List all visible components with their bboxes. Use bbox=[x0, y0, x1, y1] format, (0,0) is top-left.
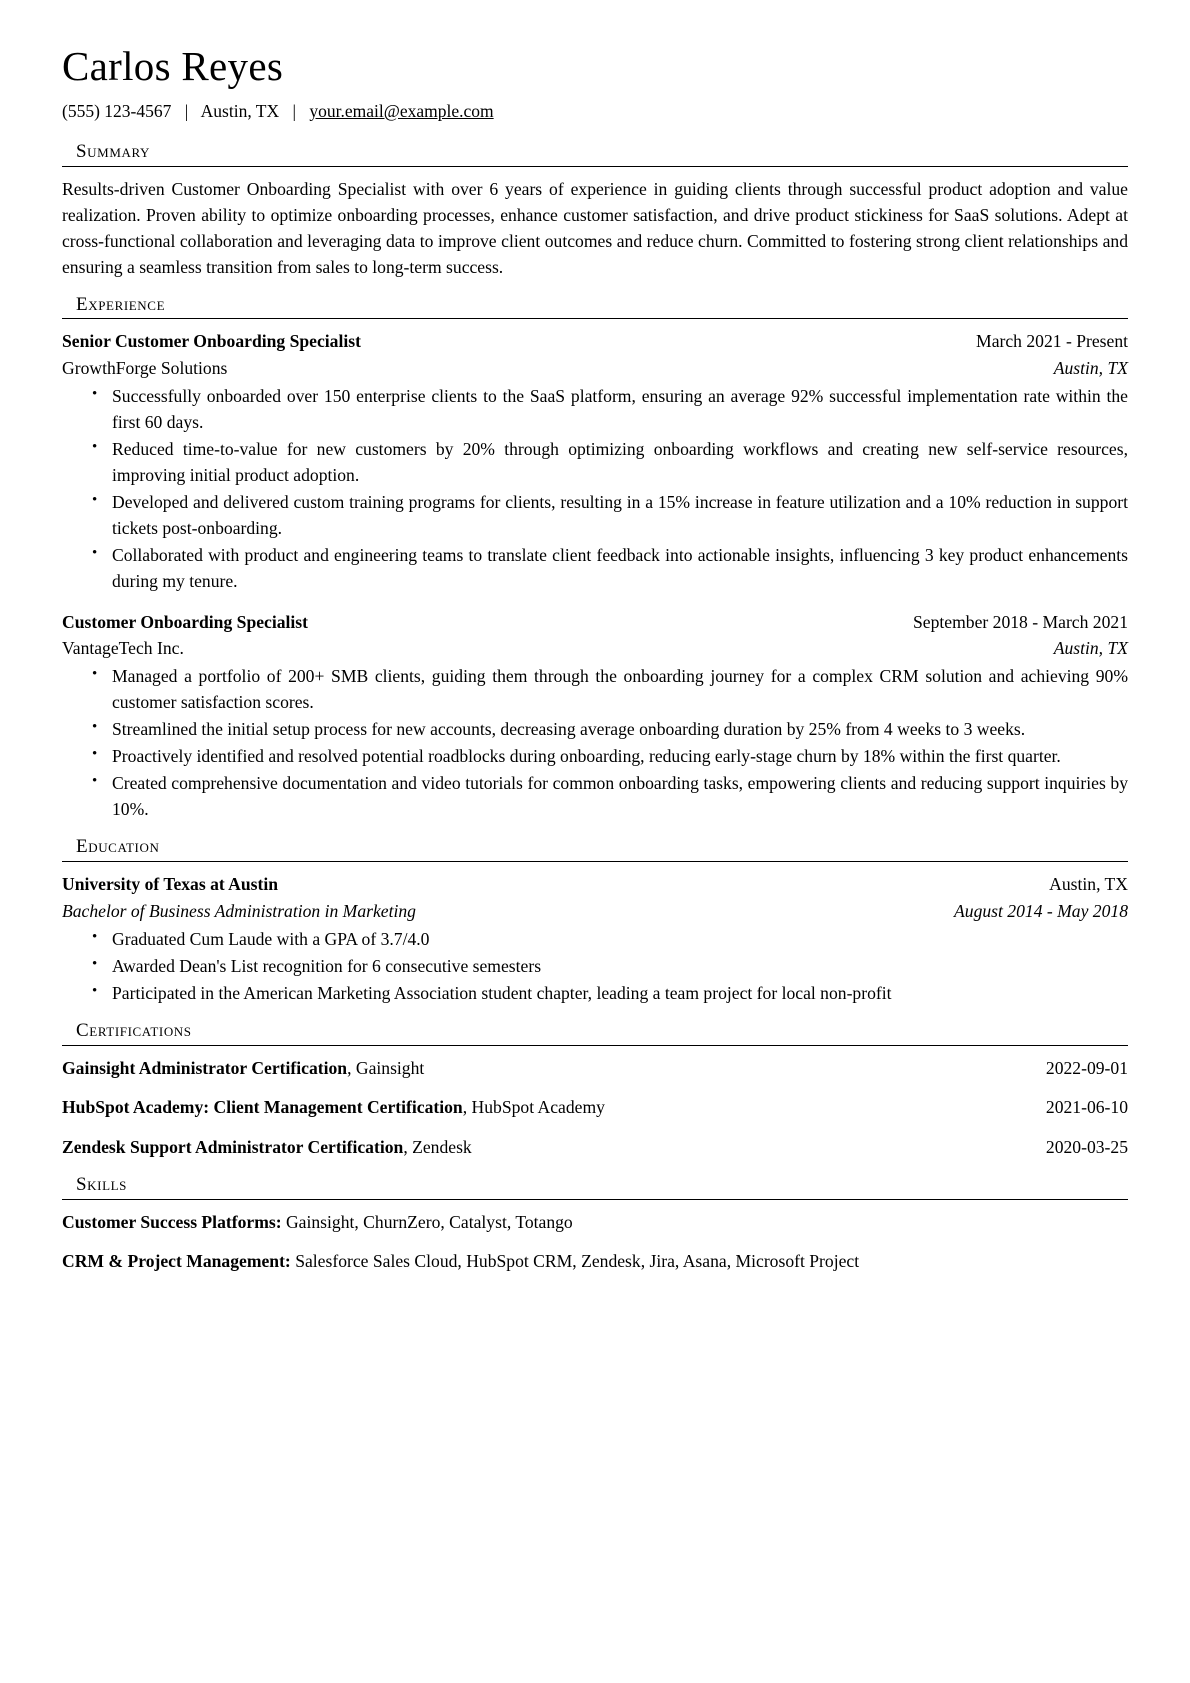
section-title-education: Education bbox=[76, 836, 160, 858]
school-name: University of Texas at Austin bbox=[62, 874, 279, 895]
skill-category: CRM & Project Management: bbox=[62, 1251, 291, 1272]
list-item: • Created comprehensive documentation and video tutorials for common onboarding tasks, empowering clients and reducing support inquiries by 10%. bbox=[92, 770, 1128, 822]
skill-group bbox=[62, 1248, 1128, 1274]
certification-row bbox=[62, 1134, 1128, 1160]
skill-items: Gainsight, ChurnZero, Catalyst, Totango bbox=[285, 1212, 573, 1233]
contact-line bbox=[62, 100, 1128, 123]
summary-text: Results-driven Customer Onboarding Specialist with over 6 years of experience in guiding clients through successful product adoption and value realization. Proven ability to optimize onboarding processes, enhance customer satisfaction, and drive product stickiness for SaaS solutions. Adept at cross-functional collaboration and leveraging data to improve client outcomes and reduce churn. Committed to fostering strong client relationships and ensuring a seamless transition from sales to long-term success. bbox=[62, 178, 1128, 277]
certification-issuer-wrap: , Zendesk bbox=[403, 1136, 472, 1157]
certification-date: 2022-09-01 bbox=[1045, 1058, 1128, 1079]
skill-items: Salesforce Sales Cloud, HubSpot CRM, Zendesk, Jira, Asana, Microsoft Project bbox=[295, 1251, 860, 1272]
skill-group bbox=[62, 1209, 1128, 1235]
contact-separator: | bbox=[292, 100, 296, 121]
list-item: • Developed and delivered custom training programs for clients, resulting in a 15% increase in feature utilization and a 10% reduction in support tickets post-onboarding. bbox=[92, 489, 1128, 541]
section-education bbox=[62, 836, 1128, 1006]
certification-issuer-wrap: , HubSpot Academy bbox=[462, 1097, 605, 1118]
section-divider bbox=[62, 166, 1128, 167]
job-location: Austin, TX bbox=[1053, 357, 1128, 378]
list-item: • Collaborated with product and engineering teams to translate client feedback into actionable insights, influencing 3 key product enhancements during my tenure. bbox=[92, 542, 1128, 594]
experience-title-row bbox=[62, 609, 1128, 635]
experience-entry bbox=[62, 609, 1128, 823]
certification-name: Gainsight Administrator Certification bbox=[62, 1058, 348, 1079]
section-title-certifications: Certifications bbox=[76, 1020, 192, 1042]
certification-issuer: HubSpot Academy bbox=[471, 1097, 605, 1118]
certification-label bbox=[62, 1134, 472, 1160]
section-divider bbox=[62, 1045, 1128, 1046]
certification-issuer: Gainsight bbox=[355, 1058, 425, 1079]
certification-date: 2021-06-10 bbox=[1045, 1097, 1128, 1118]
job-title: Senior Customer Onboarding Specialist bbox=[62, 331, 361, 352]
list-item: • Streamlined the initial setup process for new accounts, decreasing average onboarding duration by 25% from 4 weeks to 3 weeks. bbox=[92, 716, 1128, 742]
section-divider bbox=[62, 1199, 1128, 1200]
education-school-row bbox=[62, 871, 1128, 897]
experience-entry bbox=[62, 328, 1128, 594]
certification-label bbox=[62, 1094, 605, 1120]
company-name: GrowthForge Solutions bbox=[62, 357, 228, 378]
degree-name: Bachelor of Business Administration in Marketing bbox=[62, 900, 416, 921]
certification-name: HubSpot Academy: Client Management Certification bbox=[62, 1097, 463, 1118]
certification-issuer-wrap: , Gainsight bbox=[347, 1058, 425, 1079]
experience-bullets bbox=[62, 663, 1128, 822]
list-item: • Participated in the American Marketing Association student chapter, leading a team project for local non-profit bbox=[92, 980, 1128, 1006]
location-text: Austin, TX bbox=[200, 100, 280, 121]
experience-bullets bbox=[62, 383, 1128, 594]
resume-header bbox=[62, 44, 1128, 123]
certification-date: 2020-03-25 bbox=[1045, 1136, 1128, 1157]
candidate-name: Carlos Reyes bbox=[62, 43, 284, 89]
school-location: Austin, TX bbox=[1049, 874, 1128, 895]
section-certifications bbox=[62, 1020, 1128, 1160]
list-item: • Proactively identified and resolved potential roadblocks during onboarding, reducing early-stage churn by 18% within the first quarter. bbox=[92, 743, 1128, 769]
list-item: • Successfully onboarded over 150 enterprise clients to the SaaS platform, ensuring an average 92% successful implementation rate within the first 60 days. bbox=[92, 383, 1128, 435]
job-title: Customer Onboarding Specialist bbox=[62, 611, 309, 632]
experience-company-row bbox=[62, 635, 1128, 661]
experience-company-row bbox=[62, 355, 1128, 381]
certification-row bbox=[62, 1055, 1128, 1081]
certification-name: Zendesk Support Administrator Certification bbox=[62, 1136, 404, 1157]
section-divider bbox=[62, 318, 1128, 319]
job-location: Austin, TX bbox=[1053, 637, 1128, 658]
list-item: • Reduced time-to-value for new customers by 20% through optimizing onboarding workflows and creating new self-service resources, improving initial product adoption. bbox=[92, 436, 1128, 488]
degree-dates: August 2014 - May 2018 bbox=[954, 900, 1128, 921]
contact-separator: | bbox=[184, 100, 189, 121]
education-bullets bbox=[62, 926, 1128, 1006]
list-item: • Awarded Dean's List recognition for 6 consecutive semesters bbox=[92, 953, 1128, 979]
section-skills bbox=[62, 1174, 1128, 1274]
education-degree-row bbox=[62, 898, 1128, 924]
education-entry bbox=[62, 871, 1128, 1006]
list-item: • Managed a portfolio of 200+ SMB clients, guiding them through the onboarding journey for a complex CRM solution and achieving 90% customer satisfaction scores. bbox=[92, 663, 1128, 715]
section-title-summary: Summary bbox=[76, 140, 151, 162]
skill-category: Customer Success Platforms: bbox=[62, 1212, 282, 1233]
job-dates: September 2018 - March 2021 bbox=[913, 611, 1128, 632]
section-title-experience: Experience bbox=[76, 293, 166, 315]
certification-label bbox=[62, 1055, 424, 1081]
job-dates: March 2021 - Present bbox=[976, 331, 1128, 352]
section-divider bbox=[62, 861, 1128, 862]
list-item: • Graduated Cum Laude with a GPA of 3.7/4.0 bbox=[92, 926, 1128, 952]
phone-number: (555) 123-4567 bbox=[62, 100, 172, 121]
email-link[interactable]: your.email@example.com bbox=[309, 100, 494, 121]
section-title-skills: Skills bbox=[76, 1174, 127, 1196]
experience-title-row bbox=[62, 328, 1128, 354]
company-name: VantageTech Inc. bbox=[62, 637, 184, 658]
certification-row bbox=[62, 1094, 1128, 1120]
certification-issuer: Zendesk bbox=[412, 1136, 472, 1157]
section-experience bbox=[62, 294, 1128, 823]
section-summary bbox=[62, 141, 1128, 280]
